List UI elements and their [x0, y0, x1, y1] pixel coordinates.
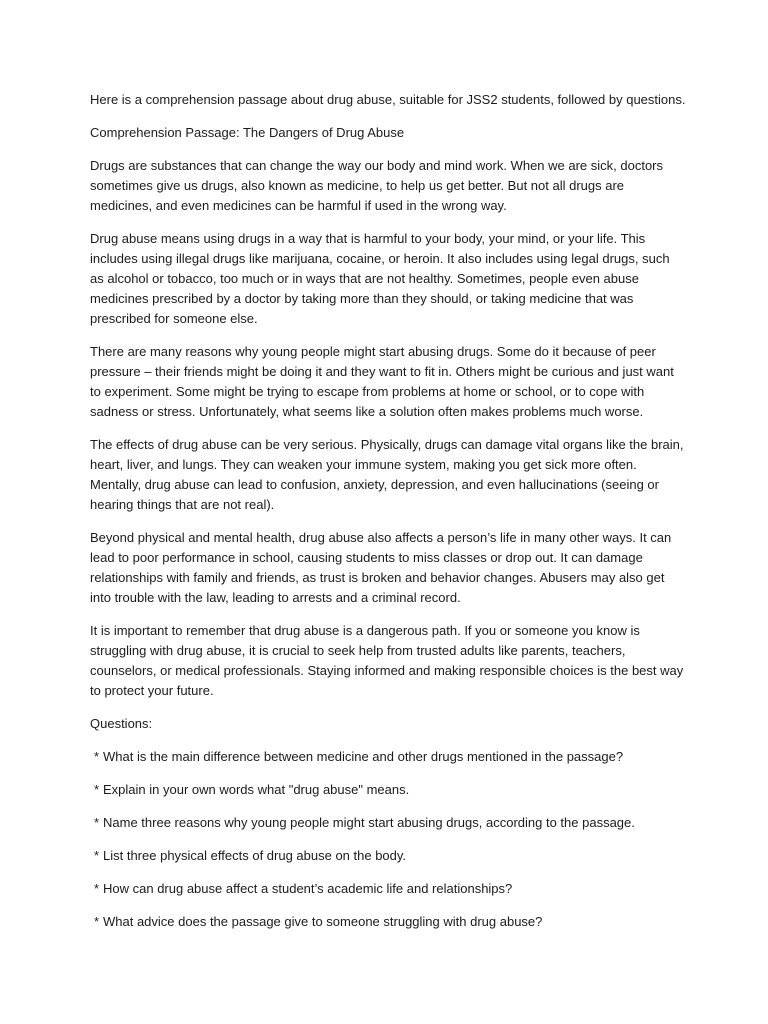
questions-heading: Questions: — [90, 716, 153, 731]
question-item — [94, 813, 686, 833]
paragraph-3: There are many reasons why young people might start abusing drugs. Some do it because of peer pressure – their friends might be doing it and they want to fit in. Others might be curious and just want to experiment. Some might be trying to escape from problems at home or school, or to cope with sadness or stress. Unfortunately, what seems like a solution often makes problems much worse. — [90, 344, 674, 419]
question-item — [94, 846, 686, 866]
question-text: How can drug abuse affect a student’s academic life and relationships? — [103, 881, 513, 896]
paragraph-4: The effects of drug abuse can be very serious. Physically, drugs can damage vital organs like the brain, heart, liver, and lungs. They can weaken your immune system, making you get sick more often. Mentally, drug abuse can lead to confusion, anxiety, depression, and even hallucinations (seeing or hearing things that are not real). — [90, 437, 684, 512]
bullet-marker: * — [94, 881, 100, 896]
bullet-marker: * — [94, 815, 100, 830]
question-item — [94, 879, 686, 899]
passage-title: Comprehension Passage: The Dangers of Drug Abuse — [90, 125, 405, 140]
intro-text: Here is a comprehension passage about drug abuse, suitable for JSS2 students, followed by questions. — [90, 92, 686, 107]
question-text: Name three reasons why young people might start abusing drugs, according to the passage. — [103, 815, 635, 830]
document-page — [90, 90, 686, 945]
question-text: Explain in your own words what "drug abuse" means. — [103, 782, 410, 797]
question-item — [94, 912, 686, 932]
question-text: What is the main difference between medicine and other drugs mentioned in the passage? — [103, 749, 624, 764]
question-item — [94, 780, 686, 800]
bullet-marker: * — [94, 914, 100, 929]
paragraph-6: It is important to remember that drug abuse is a dangerous path. If you or someone you know is struggling with drug abuse, it is crucial to seek help from trusted adults like parents, teachers, counselors, or medical professionals. Staying informed and making responsible choices is the best way to protect your future. — [90, 623, 684, 698]
paragraph-2: Drug abuse means using drugs in a way that is harmful to your body, your mind, or your life. This includes using illegal drugs like marijuana, cocaine, or heroin. It also includes using legal drugs, such as alcohol or tobacco, too much or in ways that are not healthy. Sometimes, people even abuse medicines prescribed by a doctor by taking more than they should, or taking medicine that was prescribed for someone else. — [90, 231, 670, 326]
question-item — [94, 747, 686, 767]
bullet-marker: * — [94, 782, 100, 797]
paragraph-1: Drugs are substances that can change the way our body and mind work. When we are sick, doctors sometimes give us drugs, also known as medicine, to help us get better. But not all drugs are medicines, and even medicines can be harmful if used in the wrong way. — [90, 158, 664, 213]
bullet-marker: * — [94, 749, 100, 764]
paragraph-5: Beyond physical and mental health, drug abuse also affects a person’s life in many other ways. It can lead to poor performance in school, causing students to miss classes or drop out. It can damage relationships with family and friends, as trust is broken and behavior changes. Abusers may also get into trouble with the law, leading to arrests and a criminal record. — [90, 530, 672, 605]
question-text: List three physical effects of drug abuse on the body. — [103, 848, 407, 863]
bullet-marker: * — [94, 848, 100, 863]
question-text: What advice does the passage give to someone struggling with drug abuse? — [103, 914, 543, 929]
